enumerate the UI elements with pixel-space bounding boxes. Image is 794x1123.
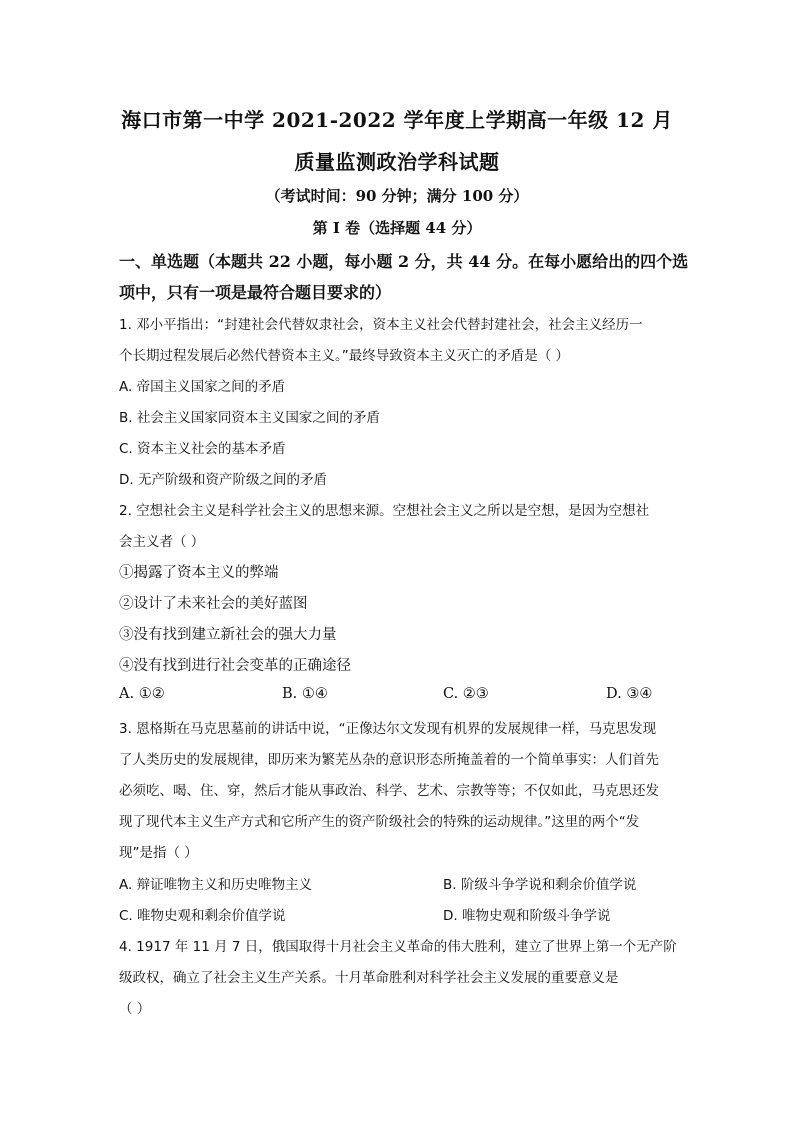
q1-option-d: D. 无产阶级和资产阶级之间的矛盾	[119, 472, 327, 488]
volume-heading: 第 I 卷（选择题 44 分）	[312, 219, 482, 237]
q3-option-a: A. 辩证唯物主义和历史唯物主义	[119, 877, 313, 893]
exam-title-line2: 质量监测政治学科试题	[294, 150, 500, 174]
q3-stem-line2: 了人类历史的发展规律，即历来为繁芜丛杂的意识形态所掩盖着的一个简单事实：人们首先	[119, 752, 659, 768]
q4-stem-line3: （ ）	[119, 1001, 151, 1017]
exam-title-line1: 海口市第一中学 2021-2022 学年度上学期高一年级 12 月	[121, 108, 673, 132]
q3-stem-line5: 现”是指（ ）	[119, 845, 198, 861]
q1-stem-line1: 1. 邓小平指出：“封建社会代替奴隶社会，资本主义社会代替封建社会，社会主义经历一	[119, 317, 643, 333]
q1-option-b: B. 社会主义国家同资本主义国家之间的矛盾	[119, 410, 380, 426]
q2-statement-2: ②设计了未来社会的美好蓝图	[119, 596, 308, 612]
q4-stem-line1: 4. 1917 年 11 月 7 日，俄国取得十月社会主义革命的伟大胜利，建立了世界上第一个无产阶	[119, 939, 677, 955]
q2-statement-3: ③没有找到建立新社会的强大力量	[119, 627, 337, 643]
q2-option-a: A. ①②	[119, 686, 165, 702]
q4-stem-line2: 级政权，确立了社会主义生产关系。十月革命胜利对科学社会主义发展的重要意义是	[119, 970, 619, 986]
q1-option-a: A. 帝国主义国家之间的矛盾	[119, 379, 286, 395]
q3-stem-line3: 必须吃、喝、住、穿，然后才能从事政治、科学、艺术、宗教等等；不仅如此，马克思还发	[119, 783, 659, 799]
q2-option-b: B. ①④	[282, 686, 328, 702]
q2-option-c: C. ②③	[443, 686, 489, 702]
section-heading-line2: 项中，只有一项是最符合题目要求的）	[119, 283, 392, 302]
q3-option-d: D. 唯物史观和阶级斗争学说	[443, 908, 611, 924]
q2-option-d: D. ③④	[606, 686, 653, 702]
q3-stem-line4: 现了现代本主义生产方式和它所产生的资产阶级社会的特殊的运动规律。”这里的两个“发	[119, 814, 640, 830]
q2-statement-1: ①揭露了资本主义的弊端	[119, 565, 279, 581]
q3-option-c: C. 唯物史观和剩余价值学说	[119, 908, 286, 924]
exam-info: （考试时间：90 分钟；满分 100 分）	[265, 187, 529, 205]
section-heading-line1: 一、单选题（本题共 22 小题，每小题 2 分，共 44 分。在每小愿给出的四个选	[119, 252, 689, 271]
q2-statement-4: ④没有找到进行社会变革的正确途径	[119, 658, 351, 674]
q2-stem-line1: 2. 空想社会主义是科学社会主义的思想来源。空想社会主义之所以是空想，是因为空想社	[119, 503, 650, 519]
q3-option-b: B. 阶级斗争学说和剩余价值学说	[443, 877, 637, 893]
q1-stem-line2: 个长期过程发展后必然代替资本主义。”最终导致资本主义灭亡的矛盾是（ ）	[119, 348, 570, 364]
q3-stem-line1: 3. 恩格斯在马克思墓前的讲话中说，“正像达尔文发现有机界的发展规律一样，马克思发现	[119, 721, 657, 737]
q1-option-c: C. 资本主义社会的基本矛盾	[119, 441, 286, 457]
q2-stem-line2: 会主义者（ ）	[119, 534, 205, 550]
